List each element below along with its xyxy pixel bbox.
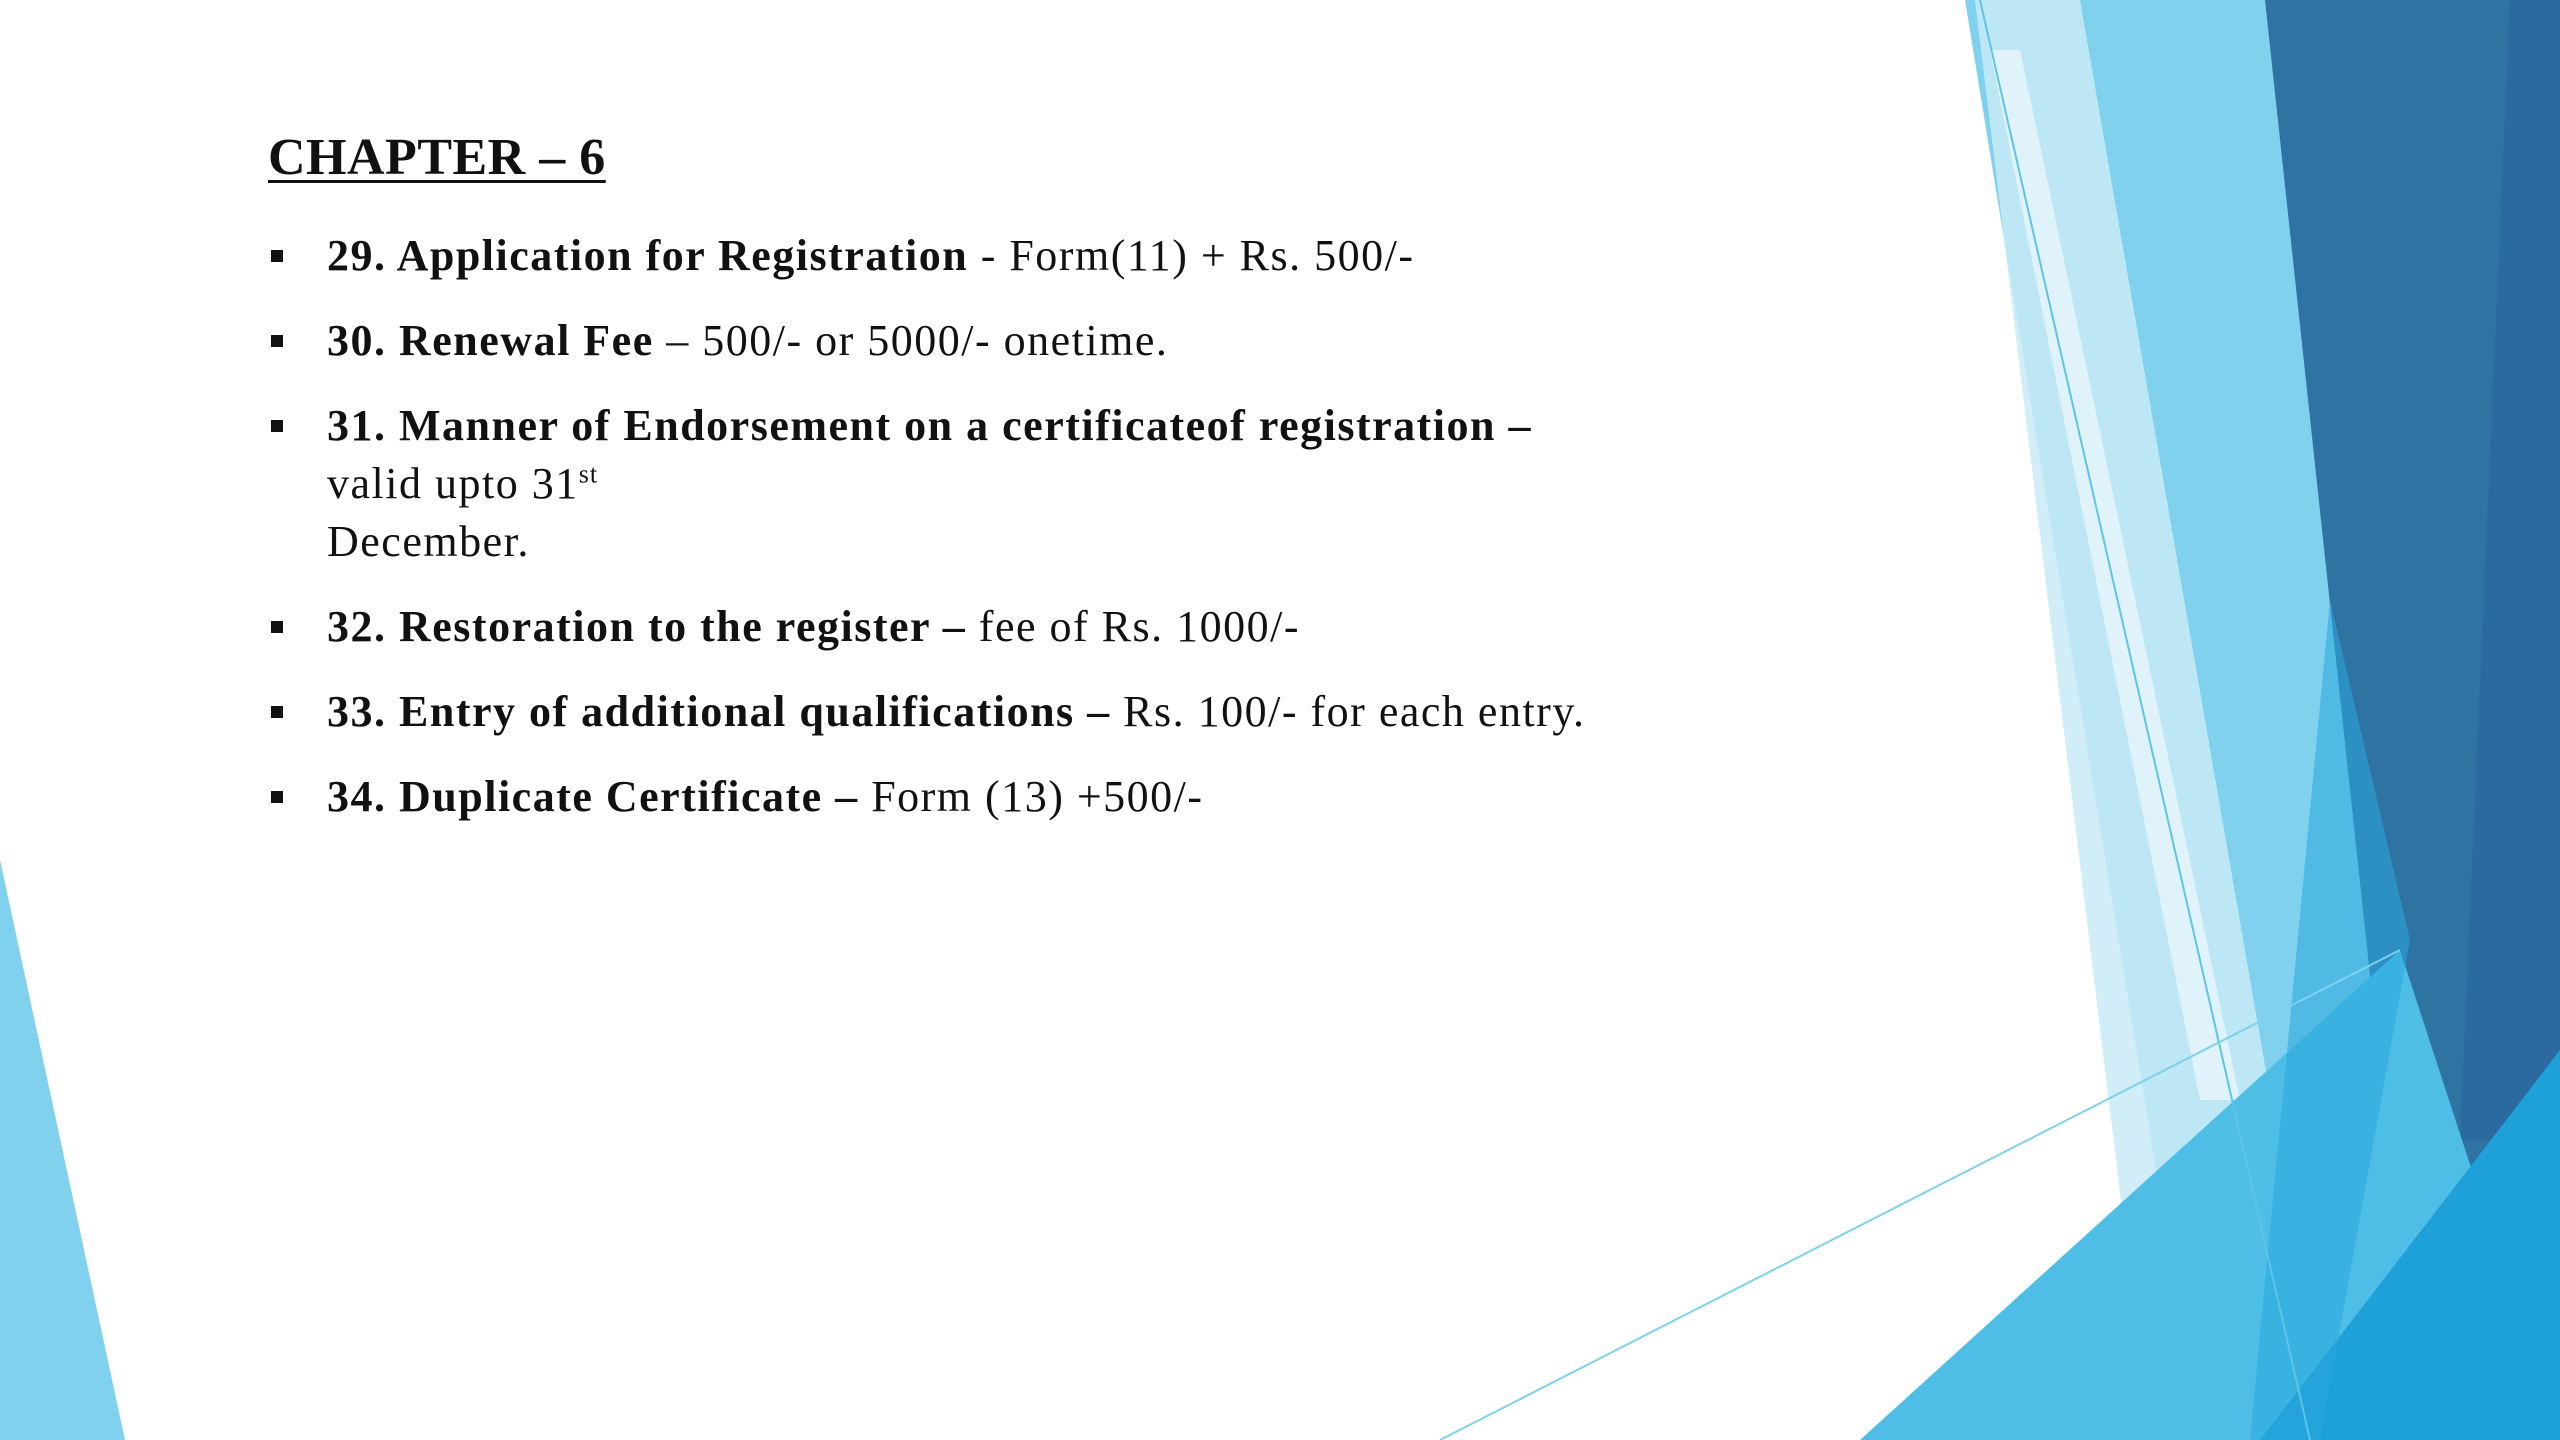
list-item-33 (268, 683, 1707, 741)
list-item-34 (268, 768, 1768, 826)
chapter-title: CHAPTER – 6 (268, 129, 606, 186)
item-heading: 33. Entry of additional qualifications – (327, 687, 1111, 736)
item-detail: Form (13) +500/- (858, 772, 1204, 821)
fee-list (268, 227, 1768, 826)
item-detail: – 500/- or 5000/- onetime. (653, 316, 1169, 365)
square-bullet-icon (271, 791, 283, 803)
item-detail: valid upto 31 (327, 459, 579, 508)
square-bullet-icon (271, 706, 283, 718)
item-heading: 32. Restoration to the register – (327, 602, 967, 651)
list-item-31 (268, 397, 1768, 571)
left-edge-triangle (0, 860, 125, 1440)
ordinal-suffix: st (578, 459, 599, 489)
item-detail: Rs. 100/- for each entry. (1110, 687, 1586, 736)
list-item-30 (268, 312, 1768, 370)
square-bullet-icon (271, 335, 283, 347)
square-bullet-icon (271, 420, 283, 432)
item-heading: 34. Duplicate Certificate – (327, 772, 859, 821)
item-detail-line (327, 455, 1768, 513)
item-detail: fee of Rs. 1000/- (966, 602, 1301, 651)
item-heading: 29. Application for Registration (327, 231, 969, 280)
square-bullet-icon (271, 621, 283, 633)
item-detail-continued: December. (327, 517, 530, 566)
square-bullet-icon (271, 250, 283, 262)
item-heading: 30. Renewal Fee (327, 316, 654, 365)
list-item-32 (268, 598, 1768, 656)
item-detail: - Form(11) + Rs. 500/- (968, 231, 1415, 280)
item-heading: 31. Manner of Endorsement on a certificateof registration – (327, 401, 1532, 450)
list-item-29 (268, 227, 1768, 285)
slide-content (268, 128, 1768, 853)
